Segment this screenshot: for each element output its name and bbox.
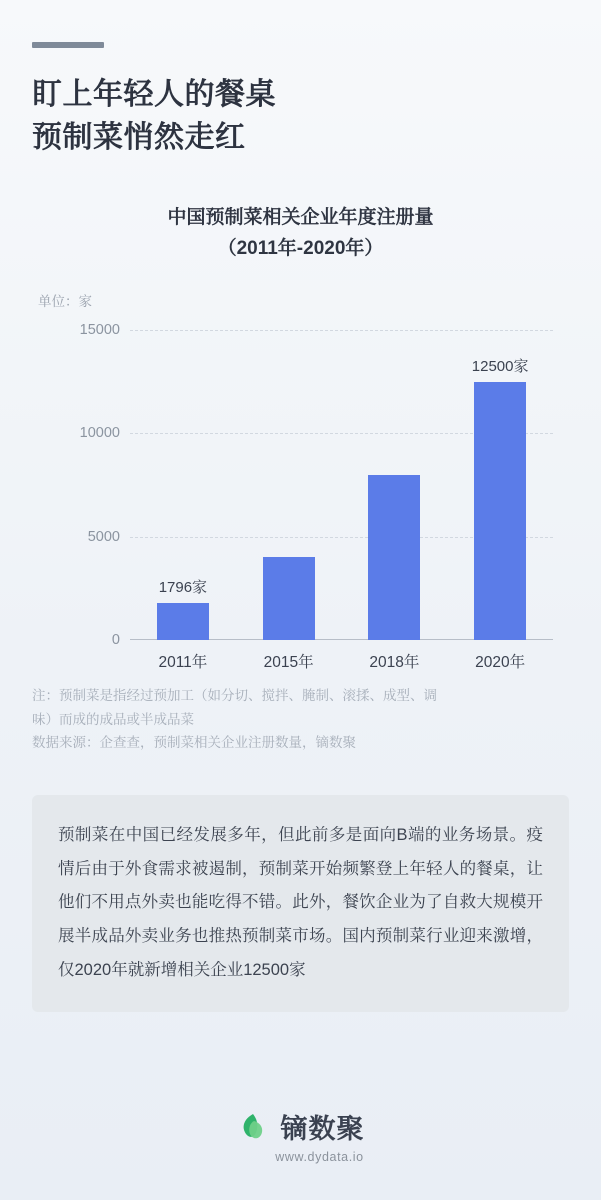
y-axis-tick: 0 (111, 631, 120, 648)
x-axis-tick: 2011年 (158, 653, 208, 671)
chart-bar (157, 578, 209, 671)
summary-text: 预制菜在中国已经发展多年，但此前多是面向B端的业务场景。疫情后由于外食需求被遏制，预制菜开始频繁登上年轻人的餐桌，让他们不用点外卖也能吃得不错。此外，餐饮企业为了自救大规模开展半成品外卖业务也推热预制菜市场。国内预制菜行业迎来激增，仅2020年就新增相关企业12500家 (32, 795, 569, 1012)
chart-area (32, 320, 569, 670)
chart-gridline (130, 330, 553, 331)
chart-bar (263, 557, 315, 671)
leaf-icon (237, 1110, 271, 1144)
footer (0, 1107, 601, 1164)
accent-bar (32, 42, 104, 48)
chart-bar (471, 357, 529, 671)
chart-bar-value-label: 1796家 (158, 578, 208, 596)
note-line-1: 注：预制菜是指经过预加工（如分切、搅拌、腌制、滚揉、成型、调 (32, 687, 437, 703)
brand-url: www.dydata.io (275, 1150, 364, 1164)
x-axis-tick: 2015年 (263, 653, 314, 671)
brand-logo (237, 1107, 365, 1146)
chart-bar (368, 475, 420, 671)
y-axis-tick: 5000 (87, 528, 120, 545)
brand-name: 镝数聚 (280, 1114, 365, 1144)
y-axis-tick: 10000 (79, 425, 120, 442)
note-source: 数据来源：企查查，预制菜相关企业注册数量，镝数聚 (32, 735, 356, 751)
chart-unit-label: 单位：家 (38, 293, 92, 309)
note-line-2: 味）而成的成品或半成品菜 (32, 711, 194, 727)
x-axis-tick: 2020年 (475, 653, 526, 671)
page-title (32, 74, 569, 159)
chart-title-sub: （2011年-2020年） (217, 237, 384, 259)
chart-plot (79, 321, 553, 671)
y-axis-tick: 15000 (79, 321, 120, 338)
chart-notes (32, 684, 569, 755)
headline-line-1: 盯上年轻人的餐桌 (32, 78, 276, 111)
chart-bar-value-label: 12500家 (471, 357, 529, 375)
chart-title-main: 中国预制菜相关企业年度注册量 (167, 207, 434, 229)
chart-title (32, 203, 569, 264)
headline-line-2: 预制菜悄然走红 (32, 120, 246, 154)
x-axis-tick: 2018年 (369, 653, 420, 671)
